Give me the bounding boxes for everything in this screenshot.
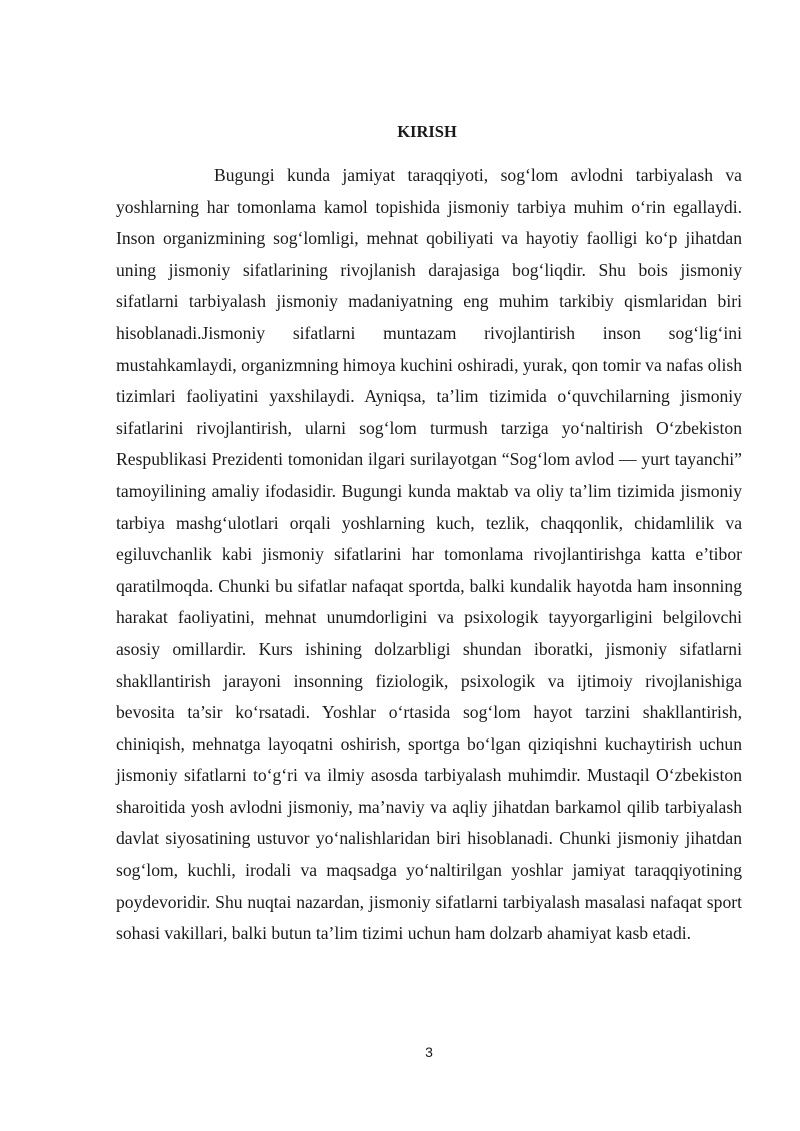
page-number: 3 [425, 1044, 433, 1060]
body-paragraph: Bugungi kunda jamiyat taraqqiyoti, sog‘lom avlodni tarbiyalash va yoshlarning har tomonlama kamol topishida jismoniy tarbiya muhim o‘rin egallaydi. Inson organizmining sog‘lomligi, mehnat qobiliyati va hayotiy faolligi ko‘p jihatdan uning jismoniy sifatlarining rivojlanish darajasiga bog‘liqdir. Shu bois jismoniy sifatlarni tarbiyalash jismoniy madaniyatning eng muhim tarkibiy qismlaridan biri hisoblanadi.Jismoniy sifatlarni muntazam rivojlantirish inson sog‘lig‘ini mustahkamlaydi, organizmning himoya kuchini oshiradi, yurak, qon tomir va nafas olish tizimlari faoliyatini yaxshilaydi. Ayniqsa, ta’lim tizimida o‘quvchilarning jismoniy sifatlarini rivojlantirish, ularni sog‘lom turmush tarziga yo‘naltirish O‘zbekiston Respublikasi Prezidenti tomonidan ilgari surilayotgan “Sog‘lom avlod — yurt tayanchi” tamoyilining amaliy ifodasidir. Bugungi kunda maktab va oliy ta’lim tizimida jismoniy tarbiya mashg‘ulotlari orqali yoshlarning kuch, tezlik, chaqqonlik, chidamlilik va egiluvchanlik kabi jismoniy sifatlarini har tomonlama rivojlantirishga katta e’tibor qaratilmoqda. Chunki bu sifatlar nafaqat sportda, balki kundalik hayotda ham insonning harakat faoliyatini, mehnat unumdorligini va psixologik tayyorgarligini belgilovchi asosiy omillardir. Kurs ishining dolzarbligi shundan iboratki, jismoniy sifatlarni shakllantirish jarayoni insonning fiziologik, psixologik va ijtimoiy rivojlanishiga bevosita ta’sir ko‘rsatadi. Yoshlar o‘rtasida sog‘lom hayot tarzini shakllantirish, chiniqish, mehnatga layoqatni oshirish, sportga bo‘lgan qiziqishni kuchaytirish uchun jismoniy sifatlarni to‘g‘ri va ilmiy asosda tarbiyalash muhimdir. Mustaqil O‘zbekiston sharoitida yosh avlodni jismoniy, ma’naviy va aqliy jihatdan barkamol qilib tarbiyalash davlat siyosatining ustuvor yo‘nalishlaridan biri hisoblanadi. Chunki jismoniy jihatdan sog‘lom, kuchli, irodali va maqsadga yo‘naltirilgan yoshlar jamiyat taraqqiyotining poydevoridir. Shu nuqtai nazardan, jismoniy sifatlarni tarbiyalash masalasi nafaqat sport sohasi vakillari, balki butun ta’lim tizimi uchun ham dolzarb ahamiyat kasb etadi. [116, 165, 742, 944]
section-heading: KIRISH [397, 122, 457, 141]
